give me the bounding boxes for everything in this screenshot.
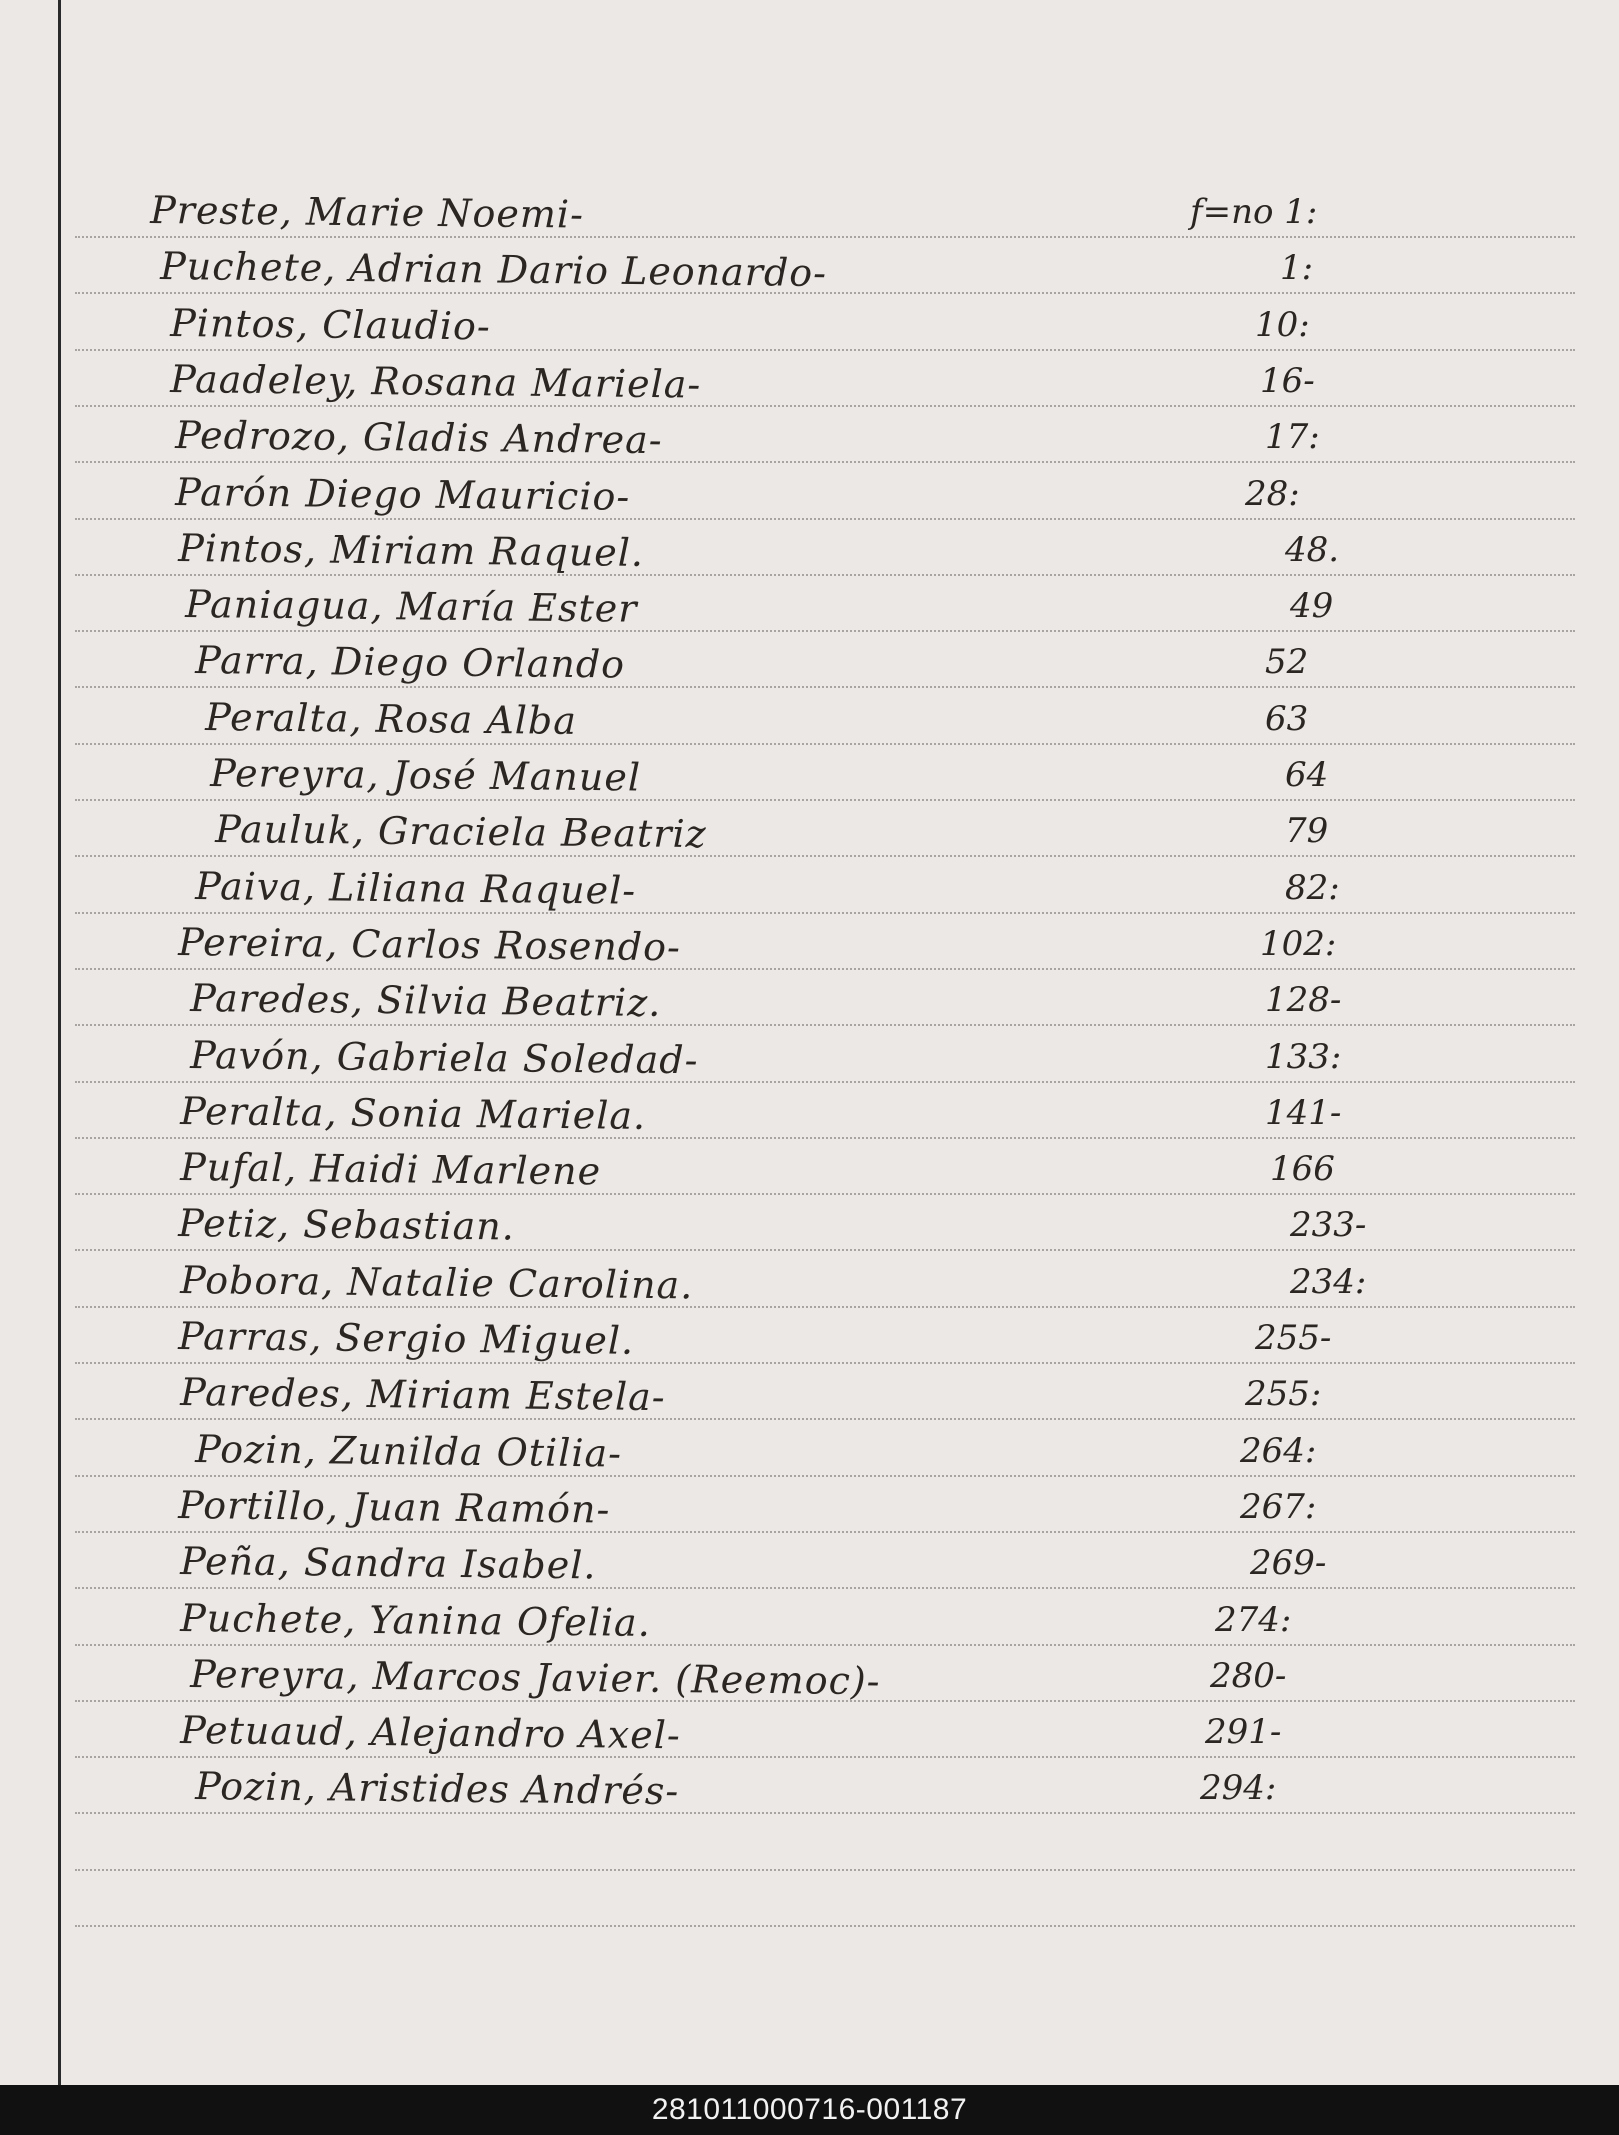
ledger-entry	[0, 856, 1619, 912]
entry-name: Puchete, Adrian Dario Leonardo-	[160, 244, 828, 295]
entry-name: Petiz, Sebastian.	[178, 1201, 516, 1249]
ledger-entry	[0, 180, 1619, 236]
entry-folio: 280-	[1210, 1656, 1287, 1696]
entry-folio: 128-	[1265, 980, 1342, 1020]
ledger-entry	[0, 349, 1619, 405]
entry-name: Preste, Marie Noemi-	[150, 188, 585, 237]
ledger-entry	[0, 1193, 1619, 1249]
entry-folio: 133:	[1265, 1037, 1342, 1077]
entry-name: Pereyra, José Manuel	[210, 751, 642, 800]
entry-name: Pavón, Gabriela Soledad-	[190, 1033, 699, 1083]
entry-folio: 141-	[1265, 1093, 1342, 1133]
ledger-entry	[0, 462, 1619, 518]
ledger-entry	[0, 405, 1619, 461]
entry-name: Peralta, Rosa Alba	[205, 695, 578, 743]
ledger-entry	[0, 687, 1619, 743]
entry-name: Petuaud, Alejandro Axel-	[180, 1708, 681, 1758]
entry-name: Paadeley, Rosana Mariela-	[170, 357, 702, 407]
ledger-entry	[0, 1306, 1619, 1362]
entry-name: Pereyra, Marcos Javier. (Reemoc)-	[190, 1652, 881, 1704]
ledger-entry	[0, 1250, 1619, 1306]
entry-folio: 255:	[1245, 1374, 1322, 1414]
entry-folio: 16-	[1260, 361, 1315, 401]
entry-folio: 234:	[1290, 1262, 1367, 1302]
entry-folio: 269-	[1250, 1543, 1327, 1583]
entry-folio: 255-	[1255, 1318, 1332, 1358]
ledger-entry	[0, 1588, 1619, 1644]
entry-folio: 17:	[1265, 417, 1320, 457]
ledger-entry	[0, 293, 1619, 349]
ledger-entry	[0, 630, 1619, 686]
entry-name: Paniagua, María Ester	[185, 582, 638, 631]
entry-name: Parón Diego Mauricio-	[175, 470, 631, 519]
entry-name: Pozin, Zunilda Otilia-	[195, 1427, 623, 1476]
entry-name: Pobora, Natalie Carolina.	[180, 1258, 694, 1308]
entry-name: Portillo, Juan Ramón-	[178, 1483, 611, 1532]
entry-folio: 166	[1270, 1149, 1335, 1189]
entry-name: Pedrozo, Gladis Andrea-	[175, 413, 663, 463]
entry-name: Peña, Sandra Isabel.	[180, 1539, 597, 1588]
entry-name: Paiva, Liliana Raquel-	[195, 864, 637, 913]
entry-folio: 264:	[1240, 1431, 1317, 1471]
entry-name: Paredes, Silvia Beatriz.	[190, 976, 662, 1025]
entry-folio: 64	[1285, 755, 1329, 795]
entry-folio: 1:	[1280, 248, 1314, 288]
entry-name: Pufal, Haidi Marlene	[180, 1145, 602, 1194]
ledger-entry	[0, 1419, 1619, 1475]
entry-name: Paredes, Miriam Estela-	[180, 1370, 666, 1420]
ledger-entry	[0, 1644, 1619, 1704]
ledger-entry	[0, 518, 1619, 574]
entry-name: Pintos, Miriam Raquel.	[178, 526, 645, 575]
ledger-entry	[0, 799, 1619, 855]
ledger-entry	[0, 912, 1619, 968]
entry-folio: 52	[1265, 642, 1309, 682]
ledger-entry	[0, 1025, 1619, 1081]
entry-folio: 274:	[1215, 1600, 1292, 1640]
ruled-line	[75, 1812, 1575, 1814]
ledger-entry	[0, 968, 1619, 1024]
ruled-line	[75, 1869, 1575, 1871]
entry-name: Parra, Diego Orlando	[195, 638, 626, 687]
entry-folio: 79	[1285, 811, 1329, 851]
entry-name: Pereira, Carlos Rosendo-	[178, 920, 682, 970]
ledger-entry	[0, 574, 1619, 630]
ruled-line	[75, 1925, 1575, 1927]
entry-folio: 291-	[1205, 1712, 1282, 1752]
ledger-entry	[0, 236, 1619, 295]
entry-folio: 28:	[1245, 474, 1300, 514]
entry-folio: 102:	[1260, 924, 1337, 964]
entry-folio: 49	[1290, 586, 1334, 626]
ledger-entry	[0, 1756, 1619, 1812]
footer-bar	[0, 2085, 1619, 2135]
entry-name: Pauluk, Graciela Beatriz	[215, 807, 707, 857]
entry-folio: 82:	[1285, 868, 1340, 908]
entry-folio: 10:	[1255, 305, 1310, 345]
ledger-entry	[0, 1700, 1619, 1756]
ledger-entry	[0, 1362, 1619, 1418]
entry-name: Peralta, Sonia Mariela.	[180, 1089, 647, 1138]
entry-folio: 233-	[1290, 1205, 1367, 1245]
ledger-entry	[0, 1531, 1619, 1587]
entry-folio: 48.	[1285, 530, 1340, 570]
entry-folio: f=no 1:	[1190, 192, 1318, 232]
ledger-entry	[0, 1475, 1619, 1531]
entry-name: Pintos, Claudio-	[170, 301, 492, 349]
entry-name: Pozin, Aristides Andrés-	[195, 1764, 680, 1814]
entry-folio: 267:	[1240, 1487, 1317, 1527]
entry-name: Puchete, Yanina Ofelia.	[180, 1596, 652, 1645]
ledger-entry	[0, 1081, 1619, 1137]
ledger-entry	[0, 1137, 1619, 1193]
entry-folio: 294:	[1200, 1768, 1277, 1808]
ledger-entry	[0, 743, 1619, 799]
document-id: 281011000716-001187	[651, 2093, 968, 2126]
entry-name: Parras, Sergio Miguel.	[178, 1314, 635, 1363]
entry-folio: 63	[1265, 699, 1309, 739]
